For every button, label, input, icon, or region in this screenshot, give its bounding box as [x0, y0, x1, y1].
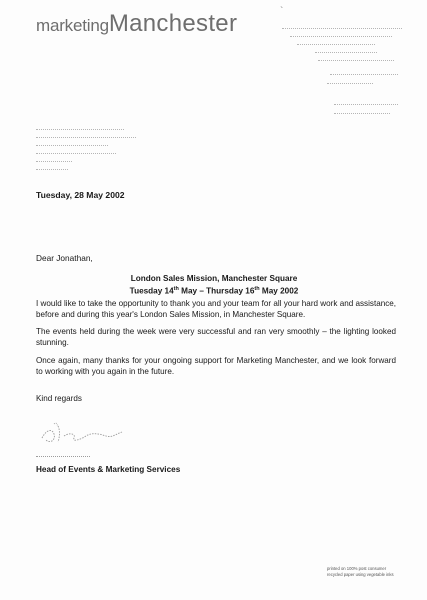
footer-line-2: recycled paper using vegetable inks: [327, 572, 394, 577]
subject-sup-1: th: [173, 286, 179, 292]
logo-small-text: marketing: [36, 16, 109, 35]
subject-date-mid: May – Thursday 16: [178, 286, 255, 296]
body-paragraph-2: The events held during the week were very successful and ran very smoothly – the lighting looked stunning.: [36, 327, 396, 347]
subject-line-1: London Sales Mission, Manchester Square: [130, 274, 298, 283]
subject-date-end: May 2002: [259, 286, 299, 296]
signatory-name: [36, 456, 90, 460]
subject-heading: [36, 274, 392, 297]
logo-big-text: Manchester: [108, 10, 238, 37]
body-paragraph-1: I would like to take the opportunity to thank you and your team for all your hard work and assistance, before and during this year's London Sales Mission, in Manchester Square.: [36, 299, 396, 319]
footer-line-1: printed on 100% post consumer: [327, 566, 387, 571]
subject-sup-2: th: [254, 286, 260, 292]
body-paragraph-3: Once again, many thanks for your ongoing support for Marketing Manchester, and we look forward to working with you again in the future.: [36, 356, 396, 376]
logo-mark-icon: `: [280, 6, 284, 17]
salutation: Dear Jonathan,: [36, 253, 93, 263]
subject-date-start: Tuesday 14: [129, 286, 174, 296]
closing-text: Kind regards: [36, 394, 82, 403]
signatory-title: Head of Events & Marketing Services: [36, 465, 181, 474]
handwritten-signature: [36, 416, 146, 450]
subject-line-2: [36, 284, 392, 297]
marketing-manchester-logo: [36, 10, 237, 38]
recycled-paper-note: [327, 566, 394, 578]
letter-date: Tuesday, 28 May 2002: [36, 190, 125, 200]
